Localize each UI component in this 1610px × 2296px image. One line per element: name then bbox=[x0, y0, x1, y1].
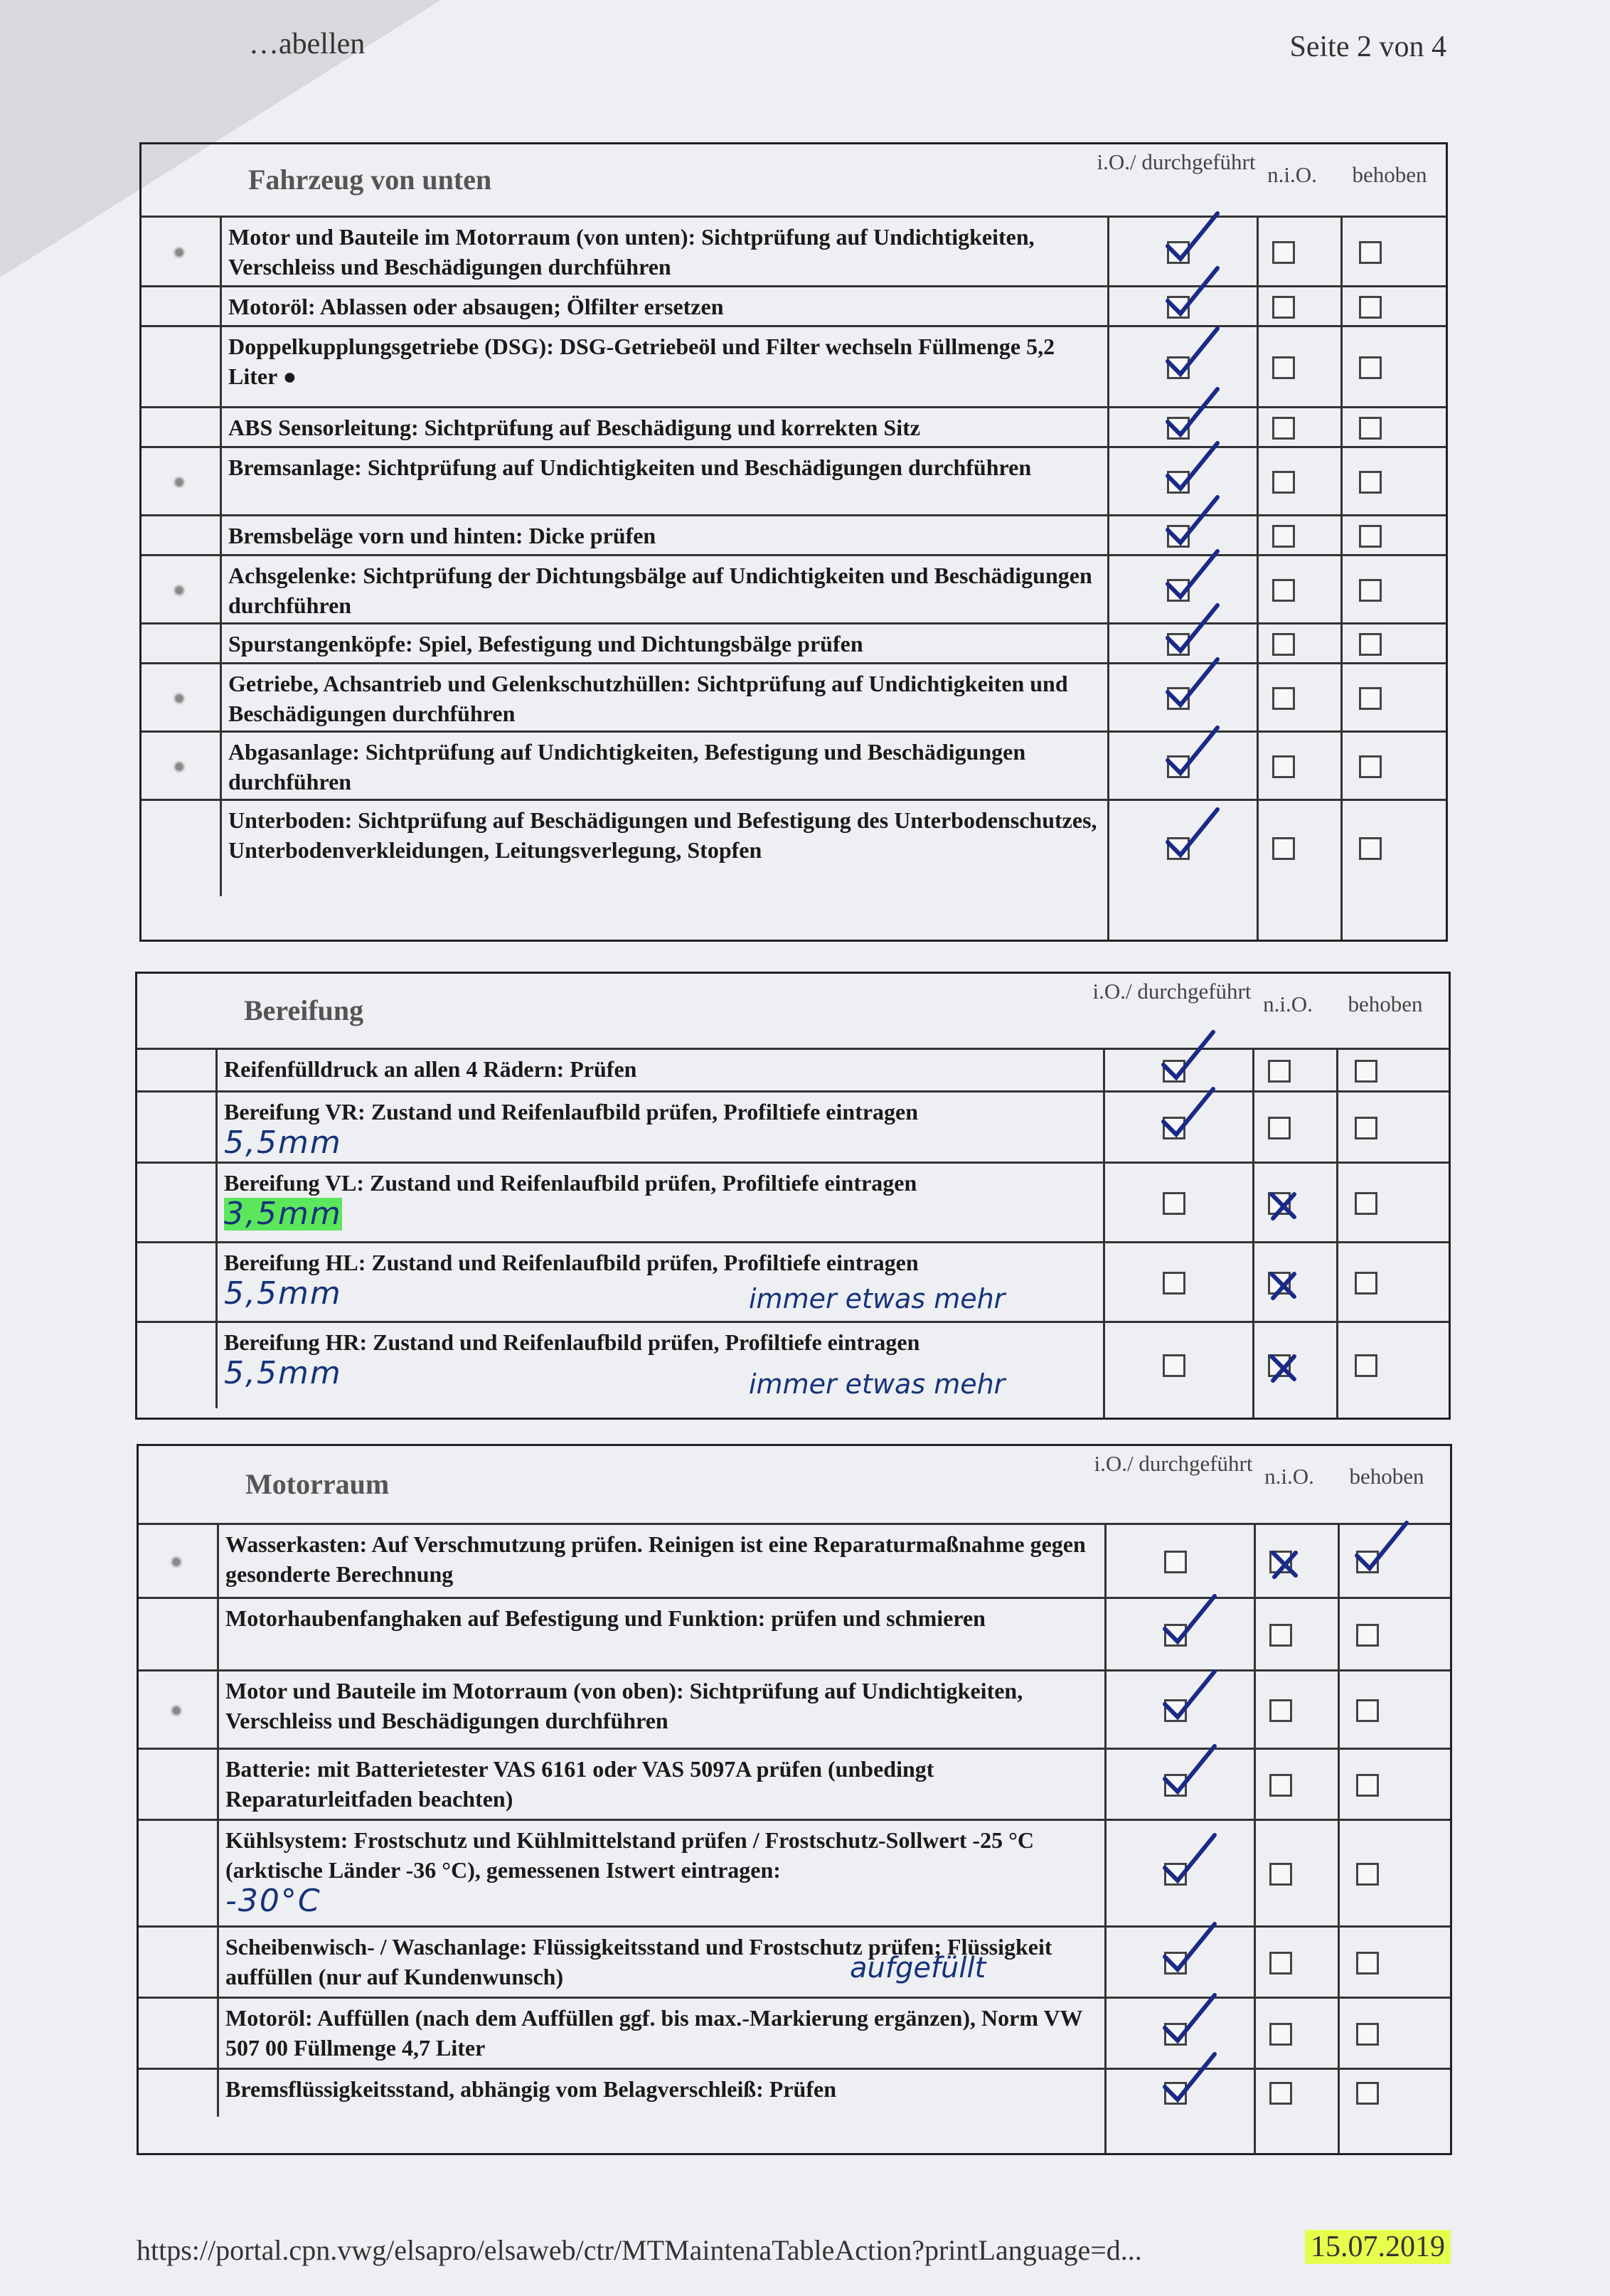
task-text: Scheibenwisch- / Waschanlage: Flüssigkeitsstand und Frostschutz prüfen; Flüssigkeit auffüllen (nur auf Kundenwunsch) bbox=[225, 1934, 1052, 1989]
nio-checkbox[interactable] bbox=[1272, 687, 1295, 710]
nio-checkbox[interactable] bbox=[1268, 1272, 1291, 1295]
check-mark-icon bbox=[1163, 209, 1220, 266]
table-row bbox=[137, 1090, 1449, 1164]
task-description bbox=[228, 669, 1104, 728]
task-description bbox=[228, 521, 1104, 551]
check-mark-icon bbox=[1161, 1831, 1217, 1888]
io-checkbox[interactable] bbox=[1163, 1192, 1185, 1215]
marker-cell bbox=[137, 1323, 218, 1408]
fixed-checkbox[interactable] bbox=[1359, 356, 1382, 379]
nio-checkbox[interactable] bbox=[1272, 296, 1295, 319]
fixed-checkbox[interactable] bbox=[1356, 1774, 1379, 1797]
table-row bbox=[142, 406, 1446, 448]
handwritten-value: 3,5mm bbox=[224, 1196, 342, 1232]
io-checkbox[interactable] bbox=[1167, 471, 1190, 494]
task-description bbox=[224, 1054, 1107, 1084]
check-mark-icon bbox=[1163, 547, 1220, 604]
section-title: Motorraum bbox=[245, 1468, 390, 1500]
check-mark-icon bbox=[1353, 1519, 1409, 1575]
task-description bbox=[224, 1168, 1107, 1231]
table-row bbox=[139, 1925, 1450, 1999]
io-checkbox[interactable] bbox=[1164, 2082, 1187, 2105]
io-checkbox[interactable] bbox=[1163, 1272, 1185, 1295]
fixed-checkbox[interactable] bbox=[1356, 1551, 1379, 1573]
marker-cell bbox=[139, 1525, 219, 1599]
marker-cell bbox=[142, 218, 222, 287]
check-mark-icon bbox=[1161, 1592, 1217, 1649]
handwritten-note: aufgefüllt bbox=[850, 1952, 986, 1984]
check-mark-icon bbox=[1161, 1667, 1217, 1724]
bullet-icon bbox=[173, 760, 186, 773]
nio-checkbox[interactable] bbox=[1269, 1551, 1292, 1573]
marker-cell bbox=[139, 1599, 219, 1671]
table-row bbox=[139, 1748, 1450, 1821]
task-text: Wasserkasten: Auf Verschmutzung prüfen. Reinigen ist eine Reparaturmaßnahme gegen gesonderte Berechnung bbox=[225, 1531, 1086, 1587]
table-row bbox=[139, 1997, 1450, 2070]
task-text: Doppelkupplungsgetriebe (DSG): DSG-Getriebeöl und Filter wechseln Füllmenge 5,2 Liter ● bbox=[228, 334, 1055, 389]
fixed-checkbox[interactable] bbox=[1356, 2082, 1379, 2105]
table-row bbox=[142, 285, 1446, 327]
col-head-behoben: behoben bbox=[1352, 162, 1427, 187]
check-mark-icon bbox=[1161, 1742, 1217, 1799]
fixed-checkbox[interactable] bbox=[1359, 687, 1382, 710]
marker-cell bbox=[139, 1928, 219, 1999]
handwritten-note: immer etwas mehr bbox=[749, 1368, 1006, 1400]
handwritten-value: 5,5mm bbox=[224, 1355, 342, 1391]
fixed-checkbox[interactable] bbox=[1355, 1117, 1377, 1139]
table-row bbox=[142, 514, 1446, 556]
io-checkbox[interactable] bbox=[1164, 1551, 1187, 1573]
marker-cell bbox=[137, 1093, 218, 1164]
col-head-io: i.O./ durchgeführt bbox=[1094, 1451, 1253, 1476]
task-description bbox=[225, 1603, 1109, 1633]
fixed-checkbox[interactable] bbox=[1356, 2023, 1379, 2046]
io-checkbox[interactable] bbox=[1164, 1774, 1187, 1797]
nio-checkbox[interactable] bbox=[1272, 579, 1295, 602]
nio-checkbox[interactable] bbox=[1268, 1060, 1291, 1083]
table-row bbox=[137, 1321, 1449, 1408]
task-text: Bremsbeläge vorn und hinten: Dicke prüfen bbox=[228, 523, 656, 548]
task-text: Bremsflüssigkeitsstand, abhängig vom Belagverschleiß: Prüfen bbox=[225, 2076, 836, 2102]
task-description bbox=[225, 1825, 1109, 1918]
table-row bbox=[139, 2068, 1450, 2117]
nio-checkbox[interactable] bbox=[1268, 1354, 1291, 1377]
marker-cell bbox=[137, 1050, 218, 1093]
fixed-checkbox[interactable] bbox=[1359, 525, 1382, 548]
table-row bbox=[139, 1819, 1450, 1928]
marker-cell bbox=[139, 1671, 219, 1750]
io-checkbox[interactable] bbox=[1163, 1117, 1185, 1139]
task-text: Batterie: mit Batterietester VAS 6161 oder VAS 5097A prüfen (unbedingt Reparaturleitfaden beachten) bbox=[225, 1756, 934, 1812]
table-row bbox=[142, 622, 1446, 664]
task-description bbox=[228, 413, 1104, 442]
nio-checkbox[interactable] bbox=[1272, 471, 1295, 494]
marker-cell bbox=[139, 2070, 219, 2117]
task-text: Getriebe, Achsantrieb und Gelenkschutzhüllen: Sichtprüfung auf Undichtigkeiten und Beschädigungen durchführen bbox=[228, 671, 1068, 726]
fixed-checkbox[interactable] bbox=[1355, 1192, 1377, 1215]
bullet-icon bbox=[173, 692, 186, 705]
marker-cell bbox=[137, 1164, 218, 1243]
marker-cell bbox=[142, 408, 222, 448]
table-row bbox=[142, 216, 1446, 287]
bullet-icon bbox=[170, 1704, 183, 1717]
fixed-checkbox[interactable] bbox=[1355, 1354, 1377, 1377]
fixed-checkbox[interactable] bbox=[1355, 1272, 1377, 1295]
fixed-checkbox[interactable] bbox=[1356, 1624, 1379, 1647]
task-description bbox=[228, 331, 1104, 391]
task-description bbox=[228, 560, 1104, 620]
table-row bbox=[142, 662, 1446, 733]
task-text: Abgasanlage: Sichtprüfung auf Undichtigkeiten, Befestigung und Beschädigungen durchführen bbox=[228, 739, 1026, 794]
io-checkbox[interactable] bbox=[1164, 1624, 1187, 1647]
io-checkbox[interactable] bbox=[1167, 755, 1190, 778]
task-text: Unterboden: Sichtprüfung auf Beschädigungen und Befestigung des Unterbodenschutzes, Unterbodenverkleidungen, Leitungsverlegung, Stopfen bbox=[228, 807, 1097, 863]
io-checkbox[interactable] bbox=[1167, 356, 1190, 379]
nio-checkbox[interactable] bbox=[1272, 417, 1295, 440]
footer-url[interactable]: https://portal.cpn.vwg/elsapro/elsaweb/ctr/MTMaintenaTableAction?printLanguage=d... bbox=[137, 2234, 1142, 2266]
task-text: Spurstangenköpfe: Spiel, Befestigung und Dichtungsbälge prüfen bbox=[228, 631, 863, 657]
nio-checkbox[interactable] bbox=[1269, 1624, 1292, 1647]
task-description bbox=[228, 737, 1104, 797]
io-checkbox[interactable] bbox=[1164, 1952, 1187, 1975]
task-text: Achsgelenke: Sichtprüfung der Dichtungsbälge auf Undichtigkeiten und Beschädigungen durchführen bbox=[228, 563, 1092, 618]
page-number: Seite 2 von 4 bbox=[1289, 31, 1446, 63]
col-head-behoben: behoben bbox=[1349, 1464, 1424, 1489]
marker-cell bbox=[142, 625, 222, 664]
section-title: Fahrzeug von unten bbox=[248, 164, 492, 196]
nio-checkbox[interactable] bbox=[1272, 633, 1295, 656]
nio-checkbox[interactable] bbox=[1269, 1952, 1292, 1975]
marker-cell bbox=[142, 733, 222, 801]
nio-checkbox[interactable] bbox=[1272, 241, 1295, 264]
nio-checkbox[interactable] bbox=[1272, 837, 1295, 860]
io-checkbox[interactable] bbox=[1167, 525, 1190, 548]
check-mark-icon bbox=[1163, 493, 1220, 550]
task-text: Bereifung HR: Zustand und Reifenlaufbild prüfen, Profiltiefe eintragen bbox=[224, 1329, 920, 1355]
io-checkbox[interactable] bbox=[1163, 1354, 1185, 1377]
io-checkbox[interactable] bbox=[1163, 1060, 1185, 1083]
marker-cell bbox=[139, 1999, 219, 2070]
task-description bbox=[228, 805, 1104, 865]
task-text: Motoröl: Ablassen oder absaugen; Ölfilter ersetzen bbox=[228, 294, 724, 319]
fixed-checkbox[interactable] bbox=[1359, 417, 1382, 440]
section-engine-bay bbox=[137, 1444, 1452, 2155]
section-title: Bereifung bbox=[244, 994, 364, 1026]
io-checkbox[interactable] bbox=[1167, 633, 1190, 656]
fixed-checkbox[interactable] bbox=[1356, 1952, 1379, 1975]
task-text: Bereifung VR: Zustand und Reifenlaufbild prüfen, Profiltiefe eintragen bbox=[224, 1099, 919, 1125]
table-row bbox=[139, 1523, 1450, 1599]
fixed-checkbox[interactable] bbox=[1359, 579, 1382, 602]
fixed-checkbox[interactable] bbox=[1356, 1699, 1379, 1722]
fixed-checkbox[interactable] bbox=[1356, 1863, 1379, 1886]
task-description bbox=[228, 222, 1104, 282]
bullet-icon bbox=[173, 246, 186, 259]
task-description bbox=[224, 1097, 1107, 1160]
col-head-nio: n.i.O. bbox=[1263, 992, 1313, 1016]
handwritten-note: immer etwas mehr bbox=[749, 1283, 1006, 1314]
io-checkbox[interactable] bbox=[1167, 296, 1190, 319]
cross-mark-icon bbox=[1267, 1270, 1299, 1301]
table-row bbox=[142, 730, 1446, 801]
nio-checkbox[interactable] bbox=[1269, 1774, 1292, 1797]
task-text: Motoröl: Auffüllen (nach dem Auffüllen ggf. bis max.-Markierung ergänzen), Norm VW 507 00 Füllmenge 4,7 Liter bbox=[225, 2005, 1082, 2061]
check-mark-icon bbox=[1163, 655, 1220, 712]
marker-cell bbox=[142, 664, 222, 733]
cross-mark-icon bbox=[1267, 1190, 1299, 1221]
check-mark-icon bbox=[1159, 1085, 1216, 1142]
nio-checkbox[interactable] bbox=[1268, 1117, 1291, 1139]
nio-checkbox[interactable] bbox=[1272, 525, 1295, 548]
cross-mark-icon bbox=[1267, 1352, 1299, 1383]
nio-checkbox[interactable] bbox=[1269, 2082, 1292, 2105]
fixed-checkbox[interactable] bbox=[1359, 755, 1382, 778]
task-description bbox=[228, 292, 1104, 321]
task-description bbox=[225, 2003, 1109, 2063]
table-row bbox=[139, 1669, 1450, 1750]
task-text: Motor und Bauteile im Motorraum (von unten): Sichtprüfung auf Undichtigkeiten, Verschleiss und Beschädigungen durchführen bbox=[228, 224, 1035, 280]
task-description bbox=[228, 629, 1104, 659]
task-text: ABS Sensorleitung: Sichtprüfung auf Beschädigung und korrekten Sitz bbox=[228, 415, 920, 440]
marker-cell bbox=[139, 1821, 219, 1928]
nio-checkbox[interactable] bbox=[1268, 1192, 1291, 1215]
check-mark-icon bbox=[1163, 324, 1220, 381]
check-mark-icon bbox=[1163, 805, 1220, 862]
marker-cell bbox=[142, 516, 222, 556]
fixed-checkbox[interactable] bbox=[1359, 241, 1382, 264]
cross-mark-icon bbox=[1269, 1548, 1300, 1580]
check-mark-icon bbox=[1161, 1920, 1217, 1977]
task-description bbox=[225, 1676, 1109, 1736]
nio-checkbox[interactable] bbox=[1272, 755, 1295, 778]
task-text: Bereifung HL: Zustand und Reifenlaufbild prüfen, Profiltiefe eintragen bbox=[224, 1250, 919, 1275]
task-text: Kühlsystem: Frostschutz und Kühlmittelstand prüfen / Frostschutz-Sollwert -25 °C (arktische Länder -36 °C), gemessenen Istwert eintragen: bbox=[225, 1827, 1034, 1883]
bullet-icon bbox=[170, 1556, 183, 1568]
task-description bbox=[228, 452, 1104, 482]
nio-checkbox[interactable] bbox=[1269, 1863, 1292, 1886]
io-checkbox[interactable] bbox=[1167, 687, 1190, 710]
table-row bbox=[142, 799, 1446, 896]
nio-checkbox[interactable] bbox=[1269, 1699, 1292, 1722]
check-mark-icon bbox=[1159, 1028, 1216, 1085]
marker-cell bbox=[142, 556, 222, 625]
marker-cell bbox=[142, 287, 222, 327]
io-checkbox[interactable] bbox=[1164, 2023, 1187, 2046]
check-mark-icon bbox=[1163, 385, 1220, 442]
fixed-checkbox[interactable] bbox=[1359, 471, 1382, 494]
bullet-icon bbox=[173, 476, 186, 489]
io-checkbox[interactable] bbox=[1164, 1863, 1187, 1886]
check-mark-icon bbox=[1161, 2050, 1217, 2107]
bullet-icon bbox=[173, 584, 186, 597]
task-text: Motorhaubenfanghaken auf Befestigung und Funktion: prüfen und schmieren bbox=[225, 1605, 986, 1631]
section-underbody bbox=[139, 142, 1448, 942]
check-mark-icon bbox=[1163, 264, 1220, 321]
fixed-checkbox[interactable] bbox=[1359, 296, 1382, 319]
table-row bbox=[142, 446, 1446, 516]
io-checkbox[interactable] bbox=[1164, 1699, 1187, 1722]
nio-checkbox[interactable] bbox=[1272, 356, 1295, 379]
check-mark-icon bbox=[1161, 1991, 1217, 2048]
fixed-checkbox[interactable] bbox=[1355, 1060, 1377, 1083]
table-row bbox=[142, 554, 1446, 625]
task-description bbox=[225, 1529, 1109, 1589]
table-row bbox=[137, 1162, 1449, 1243]
marker-cell bbox=[137, 1243, 218, 1323]
handwritten-value: 5,5mm bbox=[224, 1275, 342, 1312]
table-row bbox=[137, 1048, 1449, 1093]
col-head-nio: n.i.O. bbox=[1267, 162, 1317, 187]
io-checkbox[interactable] bbox=[1167, 837, 1190, 860]
fixed-checkbox[interactable] bbox=[1359, 837, 1382, 860]
task-description bbox=[225, 1754, 1109, 1814]
marker-cell bbox=[139, 1750, 219, 1821]
check-mark-icon bbox=[1163, 601, 1220, 658]
nio-checkbox[interactable] bbox=[1269, 2023, 1292, 2046]
section-tyres bbox=[135, 972, 1451, 1420]
task-text: Motor und Bauteile im Motorraum (von oben): Sichtprüfung auf Undichtigkeiten, Verschleiss und Beschädigungen durchführen bbox=[225, 1678, 1023, 1733]
io-checkbox[interactable] bbox=[1167, 417, 1190, 440]
col-head-behoben: behoben bbox=[1348, 992, 1423, 1016]
task-text: Reifenfülldruck an allen 4 Rädern: Prüfen bbox=[224, 1056, 637, 1082]
table-row bbox=[137, 1241, 1449, 1323]
fixed-checkbox[interactable] bbox=[1359, 633, 1382, 656]
task-text: Bremsanlage: Sichtprüfung auf Undichtigkeiten und Beschädigungen durchführen bbox=[228, 455, 1032, 480]
task-description bbox=[225, 2074, 1109, 2104]
handwritten-value: -30°C bbox=[225, 1883, 321, 1919]
task-text: Bereifung VL: Zustand und Reifenlaufbild prüfen, Profiltiefe eintragen bbox=[224, 1170, 917, 1196]
col-head-io: i.O./ durchgeführt bbox=[1092, 979, 1252, 1004]
io-checkbox[interactable] bbox=[1167, 241, 1190, 264]
marker-cell bbox=[142, 801, 222, 896]
io-checkbox[interactable] bbox=[1167, 579, 1190, 602]
col-head-io: i.O./ durchgeführt bbox=[1097, 149, 1256, 174]
marker-cell bbox=[142, 327, 222, 408]
check-mark-icon bbox=[1163, 723, 1220, 780]
col-head-nio: n.i.O. bbox=[1264, 1464, 1314, 1489]
marker-cell bbox=[142, 448, 222, 516]
table-row bbox=[142, 325, 1446, 408]
handwritten-value: 5,5mm bbox=[224, 1125, 342, 1161]
check-mark-icon bbox=[1163, 439, 1220, 496]
table-row bbox=[139, 1597, 1450, 1671]
footer-date: 15.07.2019 bbox=[1305, 2230, 1451, 2264]
header-title-fragment: …abellen bbox=[249, 28, 366, 60]
